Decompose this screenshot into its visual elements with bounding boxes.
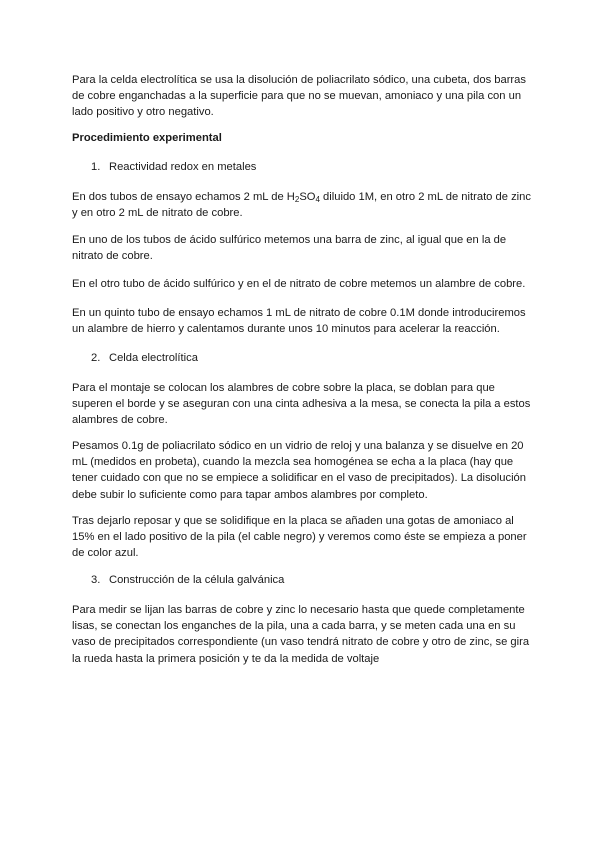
section-3-heading (91, 572, 284, 588)
section-2-paragraph-2: Pesamos 0.1g de poliacrilato sódico en un vidrio de reloj y una balanza y se disuelve en 20 mL (medidos en probeta), cuando la mezcla sea homogénea se echa a la placa (hay que tener cuidado con que no se empiece a solidificar en el vaso de precipitados). La disolución debe subir lo suficiente como para tapar ambos alambres por completo. (72, 440, 526, 501)
section-1-title: Reactividad redox en metales (109, 161, 257, 173)
p1-text-after: diluido 1M, en otro 2 mL de nitrato de zinc y en otro 2 mL de nitrato de cobre. (72, 191, 531, 220)
procedure-heading: Procedimiento experimental (72, 132, 222, 144)
p1-text-so: SO (299, 191, 316, 203)
section-1-paragraph-3: En el otro tubo de ácido sulfúrico y en el de nitrato de cobre metemos un alambre de cobre. (72, 278, 526, 290)
section-3-title: Construcción de la célula galvánica (109, 574, 285, 586)
intro-paragraph: Para la celda electrolítica se usa la disolución de poliacrilato sódico, una cubeta, dos barras de cobre enganchadas a la superficie para que no se muevan, amoniaco y una pila con un lado positivo y otro negativo. (72, 74, 526, 119)
section-2-heading (91, 350, 198, 366)
section-1-paragraph-4: En un quinto tubo de ensayo echamos 1 mL de nitrato de cobre 0.1M donde introduciremos un alambre de hierro y calentamos durante unos 10 minutos para acelerar la reacción. (72, 307, 526, 336)
section-1-paragraph-2: En uno de los tubos de ácido sulfúrico metemos una barra de zinc, al igual que en la de nitrato de cobre. (72, 234, 507, 263)
section-2-title: Celda electrolítica (109, 352, 198, 364)
p1-subscript-4: 4 (315, 195, 320, 204)
section-1-heading (91, 159, 256, 175)
p1-text-before: En dos tubos de ensayo echamos 2 mL de H (72, 191, 295, 203)
section-1-number: 1. (91, 161, 101, 173)
section-3-number: 3. (91, 574, 101, 586)
section-2-paragraph-3: Tras dejarlo reposar y que se solidifique en la placa se añaden una gotas de amoniaco al 15% en el lado positivo de la pila (el cable negro) y veremos como éste se empieza a poner de color azul. (72, 515, 527, 560)
p1-subscript-2: 2 (294, 195, 300, 204)
section-1-paragraph-1 (72, 189, 532, 221)
section-3-paragraph-1: Para medir se lijan las barras de cobre y zinc lo necesario hasta que quede completamente lisas, se conectan los enganches de la pila, una a cada barra, y se meten cada una en su vaso de precipitados correspondiente (un vaso tendrá nitrato de cobre y otro de zinc, se gira la rueda hasta la primera posición y te da la medida de voltaje (72, 604, 530, 665)
section-2-number: 2. (91, 352, 101, 364)
section-2-paragraph-1: Para el montaje se colocan los alambres de cobre sobre la placa, se doblan para que superen el borde y se aseguran con una cinta adhesiva a la mesa, se conecta la pila a estos alambres de cobre. (72, 382, 531, 427)
